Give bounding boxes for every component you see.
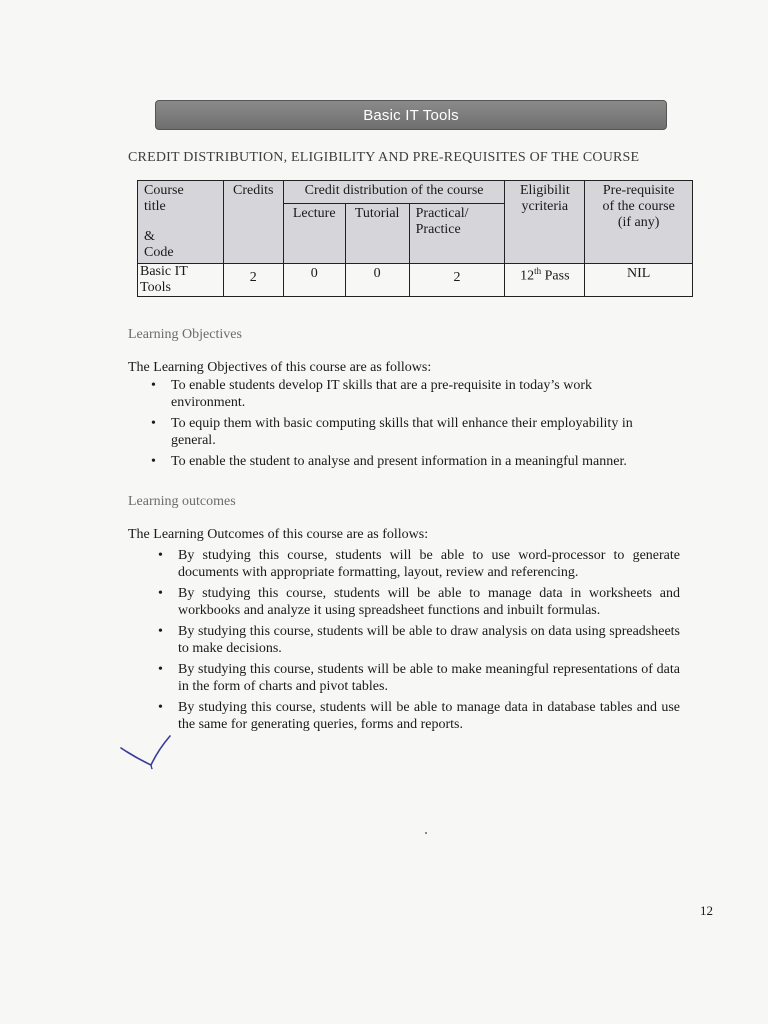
row-practical: 2 xyxy=(409,264,505,297)
header-credit-distribution: Credit distribution of the course xyxy=(283,181,505,204)
row-eligibility: 12th Pass xyxy=(505,264,585,297)
outcomes-label: Learning outcomes xyxy=(128,494,236,509)
row-prerequisite: NIL xyxy=(585,264,693,297)
outcomes-list xyxy=(152,547,680,737)
list-item: • By studying this course, students will be able to make meaningful representations of data in the form of charts and pivot tables. xyxy=(152,661,680,695)
row-lecture: 0 xyxy=(283,264,345,297)
credit-distribution-table xyxy=(137,180,693,297)
row-course-name: Basic IT Tools xyxy=(138,264,224,297)
header-credits: Credits xyxy=(223,181,283,264)
header-prerequisite: Pre-requisite of the course (if any) xyxy=(585,181,693,264)
outcomes-intro: The Learning Outcomes of this course are as follows: xyxy=(128,527,429,542)
row-tutorial: 0 xyxy=(345,264,409,297)
list-item: • By studying this course, students will be able to draw analysis on data using spreadsheets to make decisions. xyxy=(152,623,680,657)
objectives-label: Learning Objectives xyxy=(128,327,242,342)
list-item: • By studying this course, students will be able to use word-processor to generate documents with appropriate formatting, layout, review and referencing. xyxy=(152,547,680,581)
header-eligibility: Eligibilit ycriteria xyxy=(505,181,585,264)
course-title: Basic IT Tools xyxy=(363,106,459,124)
list-item: • By studying this course, students will be able to manage data in database tables and use the same for generating queries, forms and reports. xyxy=(152,699,680,733)
page-number: 12 xyxy=(700,903,713,918)
header-course-title: Course title & Code xyxy=(138,181,224,264)
objectives-list xyxy=(145,377,665,474)
list-item: • By studying this course, students will be able to manage data in worksheets and workbooks and analyze it using spreadsheet functions and inbuilt formulas. xyxy=(152,585,680,619)
course-title-banner xyxy=(155,100,667,130)
row-credits: 2 xyxy=(223,264,283,297)
section-heading: CREDIT DISTRIBUTION, ELIGIBILITY AND PRE-REQUISITES OF THE COURSE xyxy=(128,150,640,165)
list-item: • To enable students develop IT skills that are a pre-requisite in today’s work environment. xyxy=(145,377,665,411)
list-item: • To equip them with basic computing skills that will enhance their employability in general. xyxy=(145,415,665,449)
list-item: • To enable the student to analyse and present information in a meaningful manner. xyxy=(145,453,665,470)
speck-mark xyxy=(425,832,427,834)
header-practical: Practical/ Practice xyxy=(409,203,505,263)
objectives-intro: The Learning Objectives of this course are as follows: xyxy=(128,360,432,375)
handwritten-checkmark-icon xyxy=(118,732,178,782)
header-lecture: Lecture xyxy=(283,203,345,263)
header-tutorial: Tutorial xyxy=(345,203,409,263)
